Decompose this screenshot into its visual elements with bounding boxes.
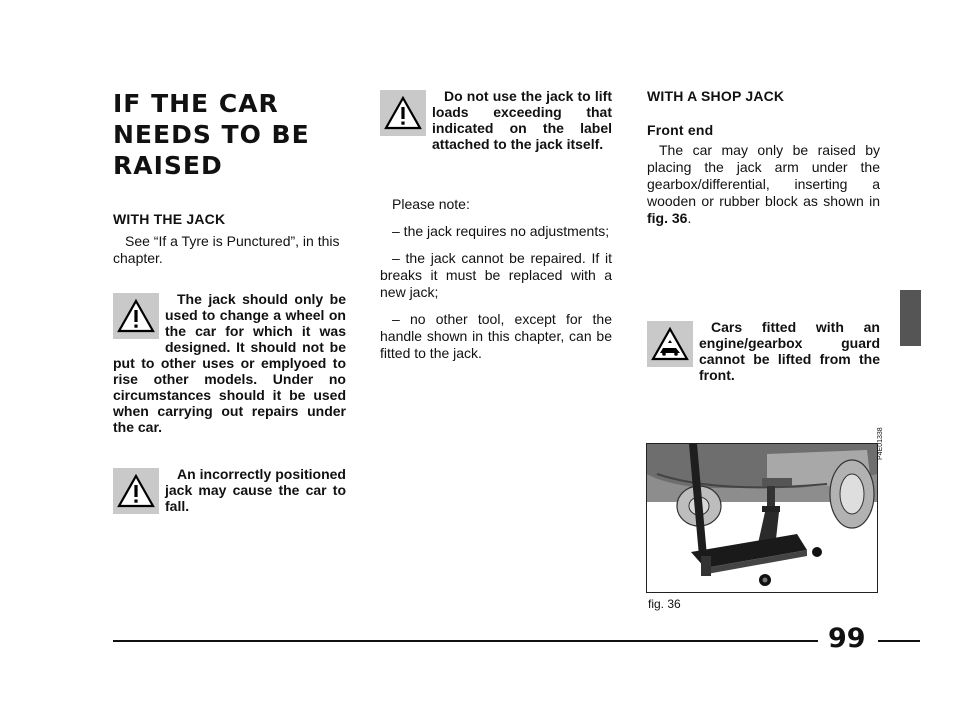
- note-title: Please note:: [392, 196, 470, 212]
- warning-block: [380, 88, 612, 152]
- note-item: – the jack requires no adjustments;: [392, 223, 610, 239]
- section-heading: WITH THE JACK: [113, 211, 226, 227]
- car-lift-warning-icon: [647, 321, 693, 367]
- title-line: IF THE CAR: [113, 89, 279, 118]
- title-line: NEEDS TO BE: [113, 120, 310, 149]
- footer-rule: [113, 640, 818, 642]
- page-title: [113, 88, 346, 181]
- note-item: – no other tool, except for the handle shown in this chapter, can be fitted to the jack.: [380, 311, 612, 361]
- figure-code: P4E01338: [877, 427, 884, 460]
- figure-caption: fig. 36: [648, 597, 681, 611]
- warning-block: [113, 466, 346, 514]
- column-left: [113, 88, 346, 516]
- shop-jack-illustration: [647, 444, 877, 592]
- warning-text: Do not use the jack to lift loads exceeding that indicated on the label attached to the jack itself.: [432, 88, 612, 152]
- body-text: [647, 142, 880, 227]
- warning-text: An incorrectly positioned jack may cause the car to fall.: [165, 466, 346, 514]
- warning-triangle-icon: [380, 90, 426, 136]
- chapter-tab: [900, 290, 921, 346]
- warning-triangle-icon: [113, 293, 159, 339]
- column-right: [647, 88, 880, 383]
- warning-block: [113, 291, 346, 435]
- body-text-end: .: [687, 210, 692, 226]
- section-text: See “If a Tyre is Punctured”, in this chapter.: [113, 233, 340, 266]
- warning-text: The jack should only be used to change a wheel on the car for which it was designed. It should not be put to other uses or emplyoed to rise other models. Under no circumstances should it be used when carrying out repairs under the car.: [113, 291, 346, 435]
- body-text-main: The car may only be raised by placing the jack arm under the gearbox/differential, inserting a wooden or rubber block as shown in: [647, 142, 880, 209]
- title-line: RAISED: [113, 151, 223, 180]
- subheading: Front end: [647, 122, 714, 138]
- figure-reference: fig. 36: [647, 210, 688, 226]
- section-heading: WITH A SHOP JACK: [647, 88, 785, 104]
- warning-block: [647, 319, 880, 383]
- page-number: 99: [828, 623, 866, 654]
- column-middle: [380, 88, 612, 362]
- note-item: – the jack cannot be repaired. If it breaks it must be replaced with a new jack;: [380, 250, 612, 300]
- warning-text: Cars fitted with an engine/gearbox guard cannot be lifted from the front.: [699, 319, 880, 383]
- footer-rule: [878, 640, 920, 642]
- figure-illustration: [646, 443, 878, 593]
- warning-triangle-icon: [113, 468, 159, 514]
